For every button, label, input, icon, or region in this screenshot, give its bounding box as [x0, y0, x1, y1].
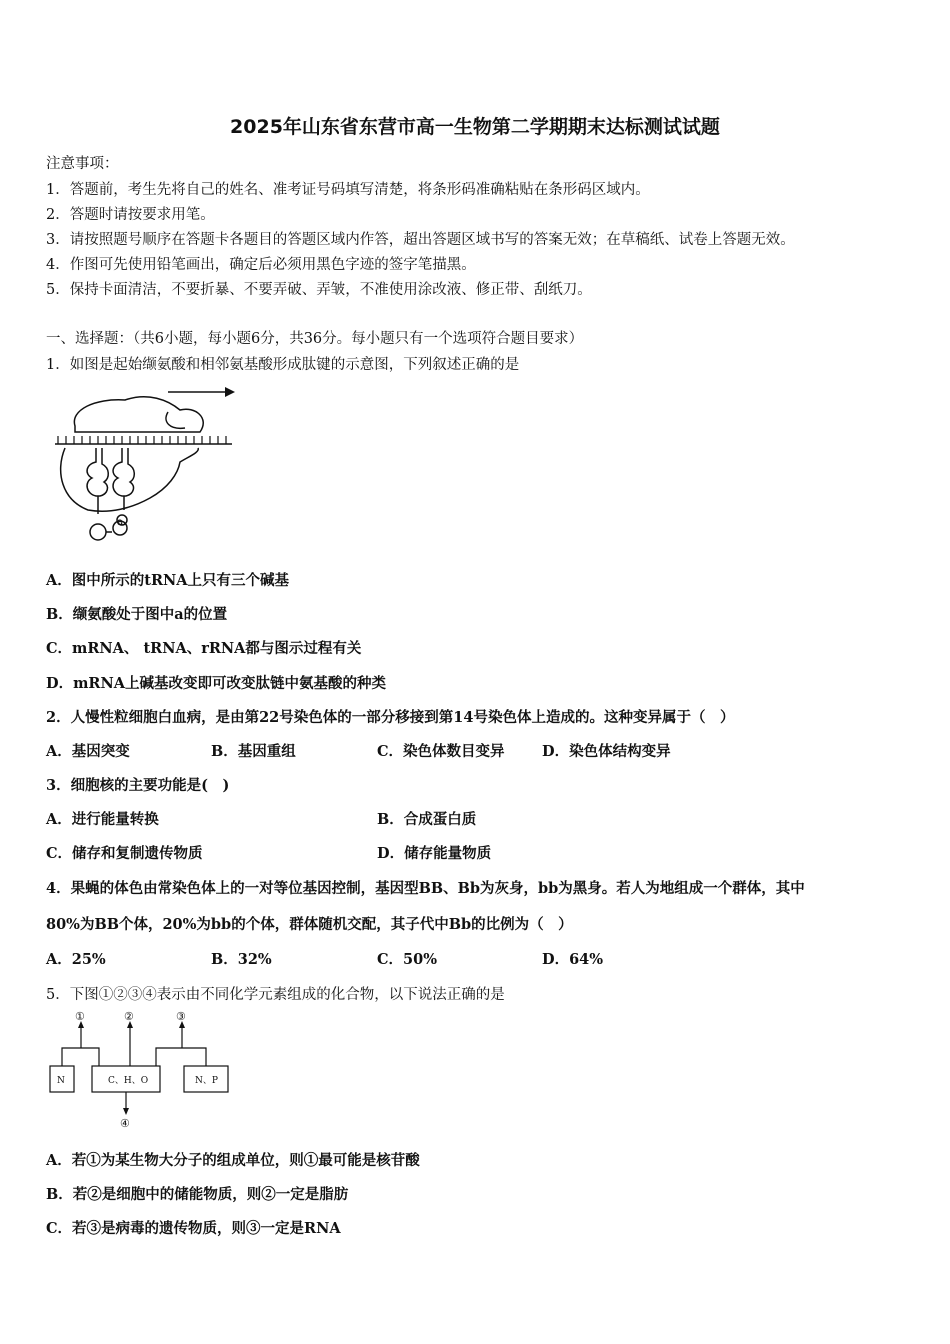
- q1-option-c: C．mRNA、 tRNA、rRNA都与图示过程有关: [46, 640, 362, 657]
- q3-option-d: D．储存能量物质: [377, 845, 492, 862]
- notice-item: 1．答题前，考生先将自己的姓名、准考证号码填写清楚，将条形码准确粘贴在条形码区域内。: [46, 182, 650, 198]
- q3-option-a: A．进行能量转换: [46, 811, 159, 828]
- ribosome-translation-figure: [50, 382, 240, 547]
- q2-option-b: B．基因重组: [211, 743, 296, 760]
- box-n-label: N: [57, 1076, 65, 1086]
- question-4-stem-line2: 80%为BB个体，20%为bb的个体，群体随机交配，其子代中Bb的比例为（ ）: [46, 916, 573, 933]
- question-1-stem: 1．如图是起始缬氨酸和相邻氨基酸形成肽键的示意图，下列叙述正确的是: [46, 357, 520, 373]
- q4-option-b: B．32%: [211, 951, 272, 968]
- label-4: ④: [120, 1117, 130, 1130]
- label-1: ①: [75, 1010, 85, 1023]
- notice-item: 3．请按照题号顺序在答题卡各题目的答题区域内作答，超出答题区域书写的答案无效；在草稿纸、试卷上答题无效。: [46, 232, 795, 248]
- box-cho-label: C、H、O: [108, 1076, 149, 1086]
- figure-label-a: a: [117, 517, 124, 528]
- notice-item: 5．保持卡面清洁，不要折暴、不要弄破、弄皱，不准使用涂改液、修正带、刮纸刀。: [46, 282, 592, 298]
- q5-option-b: B．若②是细胞中的储能物质，则②一定是脂肪: [46, 1186, 349, 1203]
- q4-option-d: D．64%: [542, 951, 604, 968]
- q2-option-c: C．染色体数目变异: [377, 743, 505, 760]
- q3-option-b: B．合成蛋白质: [377, 811, 477, 828]
- q5-option-a: A．若①为某生物大分子的组成单位，则①最可能是核苷酸: [46, 1152, 420, 1169]
- q5-option-c: C．若③是病毒的遗传物质，则③一定是RNA: [46, 1220, 341, 1237]
- section-heading: 一、选择题：（共6小题，每小题6分，共36分。每小题只有一个选项符合题目要求）: [46, 331, 584, 347]
- page-title: 2025年山东省东营市高一生物第二学期期末达标测试试题: [230, 116, 720, 138]
- q1-option-a: A．图中所示的tRNA上只有三个碱基: [46, 572, 290, 589]
- q1-option-d: D．mRNA上碱基改变即可改变肽链中氨基酸的种类: [46, 675, 386, 692]
- q2-option-d: D．染色体结构变异: [542, 743, 671, 760]
- box-np-label: N、P: [195, 1076, 218, 1086]
- label-2: ②: [124, 1010, 134, 1023]
- question-3-stem: 3．细胞核的主要功能是( ): [46, 777, 230, 794]
- label-3: ③: [176, 1010, 186, 1023]
- notice-item: 4．作图可先使用铅笔画出，确定后必须用黑色字迹的签字笔描黑。: [46, 257, 476, 273]
- element-compound-diagram: [44, 1010, 244, 1130]
- q1-option-b: B．缬氨酸处于图中a的位置: [46, 606, 228, 623]
- question-4-stem-line1: 4．果蝇的体色由常染色体上的一对等位基因控制，基因型BB、Bb为灰身，bb为黑身。若人为地组成一个群体，其中: [46, 880, 805, 897]
- q3-option-c: C．储存和复制遗传物质: [46, 845, 203, 862]
- q2-option-a: A．基因突变: [46, 743, 130, 760]
- notice-item: 2．答题时请按要求用笔。: [46, 207, 215, 223]
- notice-heading: 注意事项：: [46, 156, 119, 172]
- q4-option-c: C．50%: [377, 951, 437, 968]
- question-2-stem: 2．人慢性粒细胞白血病，是由第22号染色体的一部分移接到第14号染色体上造成的。这种变异属于（ ）: [46, 709, 735, 726]
- question-5-stem: 5．下图①②③④表示由不同化学元素组成的化合物，以下说法正确的是: [46, 987, 505, 1003]
- q4-option-a: A．25%: [46, 951, 106, 968]
